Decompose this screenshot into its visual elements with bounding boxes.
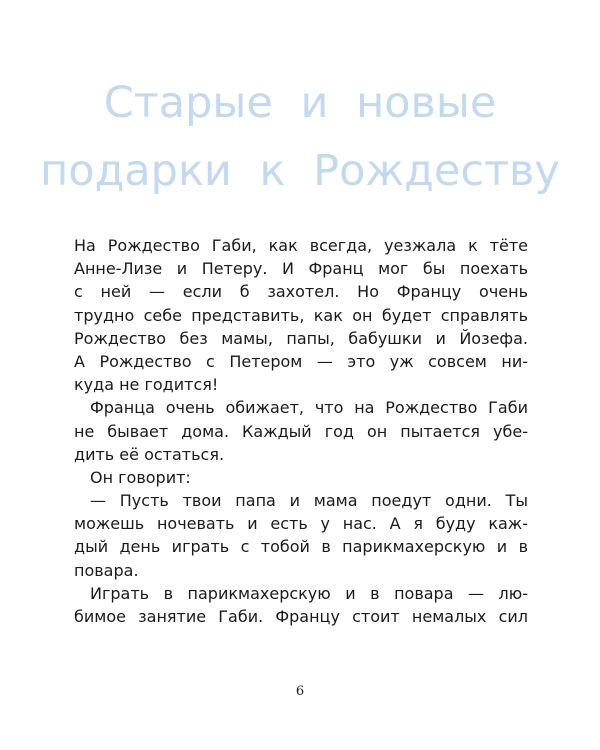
text-line: А Рождество с Петером — это уж совсем ни- xyxy=(74,351,528,371)
body-text xyxy=(74,234,528,628)
text-line: можешь ночевать и есть у нас. А я буду каж- xyxy=(74,514,528,534)
text-line: Франца очень обижает, что на Рождество Габи xyxy=(90,398,528,418)
text-line: бимое занятие Габи. Францу стоит немалых сил xyxy=(74,607,528,626)
chapter-title-line-2: подарки к Рождеству xyxy=(40,146,560,196)
text-line: — Пусть твои папа и мама поедут одни. Ты xyxy=(90,491,528,511)
text-line: Он говорит: xyxy=(90,467,191,487)
text-line: Рождество без мамы, папы, бабушки и Йозефа. xyxy=(74,328,528,348)
text-line: повара. xyxy=(74,560,139,580)
text-line: дить её остаться. xyxy=(74,444,225,464)
text-line: трудно себе представить, как он будет справлять xyxy=(74,305,528,325)
text-line: На Рождество Габи, как всегда, уезжала к тёте xyxy=(74,236,528,255)
text-line: с ней — если б захотел. Но Францу очень xyxy=(74,282,528,302)
text-line: Анне-Лизе и Петеру. И Франц мог бы поехать xyxy=(74,259,528,279)
page-number: 6 xyxy=(295,684,305,699)
text-line: не бывает дома. Каждый год он пытается убе- xyxy=(74,421,528,441)
text-line: куда не годится! xyxy=(74,375,219,395)
text-line: Играть в парикмахерскую и в повара — лю- xyxy=(90,583,528,603)
chapter-title-line-1: Старые и новые xyxy=(103,78,497,128)
text-line: дый день играть с тобой в парикмахерскую и в xyxy=(74,537,528,557)
